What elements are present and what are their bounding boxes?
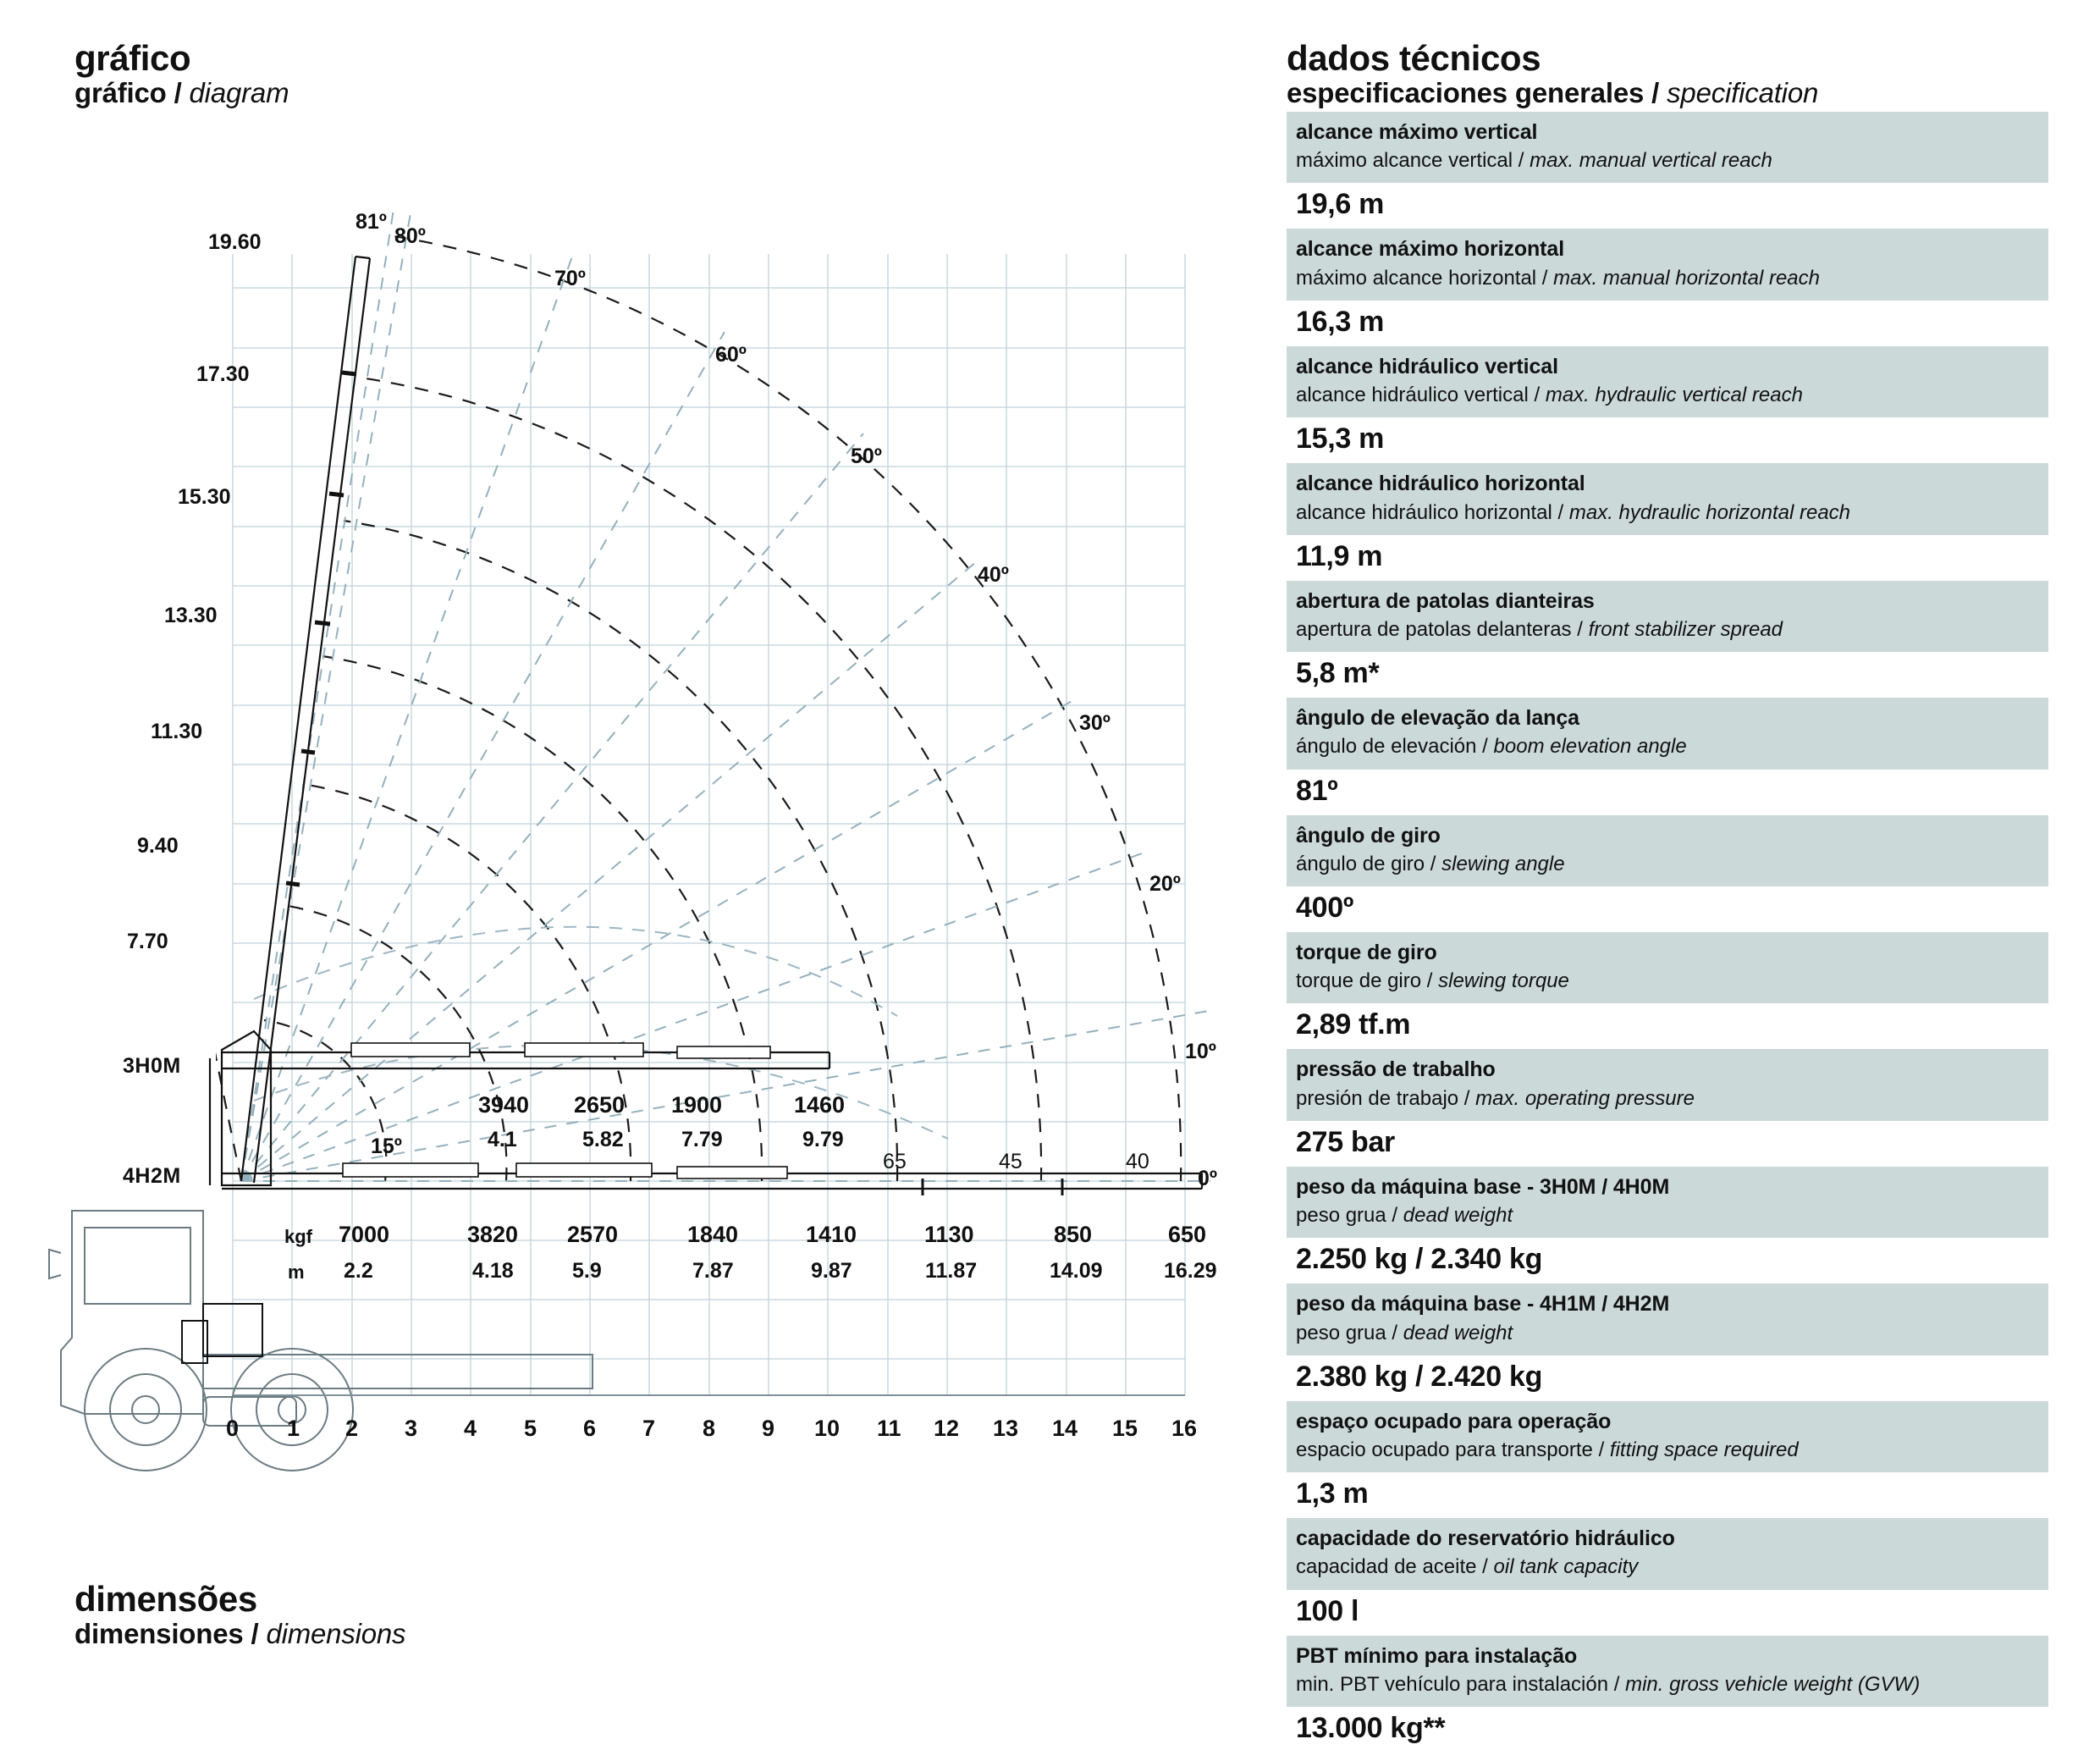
angle-label-50: 50º bbox=[851, 444, 882, 468]
distance-value-4h2m: 4.18 bbox=[472, 1259, 514, 1283]
spec-label-separator: / bbox=[1476, 1555, 1494, 1579]
dimensions-title-sep: / bbox=[243, 1618, 267, 1650]
spec-value: 15,3 m bbox=[1287, 417, 2048, 461]
spec-label-en: min. gross vehicle weight (GVW) bbox=[1625, 1672, 1921, 1696]
load-value-3h0m: 1460 bbox=[794, 1092, 846, 1118]
x-tick: 8 bbox=[703, 1416, 716, 1441]
spec-row-labels bbox=[1287, 229, 2048, 300]
spec-label-en: dead weight bbox=[1403, 1204, 1513, 1228]
spec-label-sub bbox=[1296, 1437, 2039, 1463]
vertical-reach-label: 13.30 bbox=[164, 604, 218, 627]
vertical-reach-label: 11.30 bbox=[151, 720, 203, 743]
spec-row bbox=[1287, 815, 2048, 930]
spec-label-es: alcance hidráulico vertical bbox=[1296, 384, 1529, 407]
spec-label-es: peso grua bbox=[1296, 1321, 1386, 1344]
load-value-3h0m: 3940 bbox=[478, 1092, 530, 1118]
spec-label-separator: / bbox=[1386, 1204, 1403, 1228]
spec-row bbox=[1287, 1167, 2048, 1281]
spec-label-sub bbox=[1296, 1202, 2039, 1228]
spec-label-es: ángulo de elevación bbox=[1296, 735, 1477, 759]
x-tick: 14 bbox=[1052, 1416, 1078, 1441]
spec-label-en: boom elevation angle bbox=[1493, 735, 1687, 759]
config-label-4h2m: 4H2M bbox=[123, 1164, 181, 1188]
specification-heading bbox=[1287, 38, 2048, 109]
x-tick: 3 bbox=[405, 1416, 418, 1441]
unit-label-m: m bbox=[288, 1261, 305, 1283]
distance-value-4h2m: 11.87 bbox=[925, 1259, 978, 1283]
spec-label-es: ángulo de giro bbox=[1296, 852, 1425, 875]
spec-row bbox=[1287, 1284, 2048, 1398]
angle-label-60: 60º bbox=[715, 343, 747, 367]
spec-row bbox=[1287, 1636, 2048, 1750]
x-tick: 12 bbox=[934, 1416, 960, 1441]
angle-label-15: 15º bbox=[371, 1134, 402, 1158]
spec-label-en: max. operating pressure bbox=[1475, 1086, 1695, 1110]
spec-value: 5,8 m* bbox=[1287, 652, 2048, 695]
x-tick: 6 bbox=[583, 1416, 597, 1441]
spec-label-separator: / bbox=[1513, 149, 1530, 173]
dimensions-title-es: dimensiones bbox=[74, 1618, 244, 1650]
spec-label-separator: / bbox=[1476, 735, 1494, 759]
spec-label-pt: espaço ocupado para operação bbox=[1296, 1409, 1612, 1433]
spec-label-separator: / bbox=[1386, 1321, 1403, 1344]
x-tick: 15 bbox=[1112, 1416, 1138, 1441]
x-tick: 2 bbox=[345, 1416, 359, 1441]
spec-label-sub bbox=[1296, 1320, 2039, 1346]
spec-label-es: presión de trabajo bbox=[1296, 1086, 1459, 1110]
spec-label-es: capacidad de aceite bbox=[1296, 1555, 1477, 1579]
spec-label-separator: / bbox=[1552, 500, 1569, 524]
spec-label-en: front stabilizer spread bbox=[1588, 617, 1783, 641]
x-tick: 16 bbox=[1171, 1416, 1198, 1441]
distance-value-3h0m: 7.79 bbox=[681, 1128, 723, 1151]
load-value-4h2m: 3820 bbox=[467, 1222, 519, 1247]
spec-title-pt: dados técnicos bbox=[1287, 38, 1541, 78]
spec-label-pt: peso da máquina base - 4H1M / 4H2M bbox=[1296, 1292, 1670, 1317]
distance-value-3h0m: 5.82 bbox=[582, 1128, 624, 1151]
spec-value: 1,3 m bbox=[1287, 1472, 2048, 1515]
spec-label-en: fitting space required bbox=[1609, 1438, 1799, 1462]
load-value-3h0m: 2650 bbox=[574, 1092, 626, 1118]
x-tick: 5 bbox=[524, 1416, 537, 1441]
angle-label-81: 81º bbox=[356, 210, 387, 234]
vertical-reach-label: 17.30 bbox=[196, 362, 250, 386]
angle-label-40: 40º bbox=[978, 563, 1009, 587]
spec-title-en: specification bbox=[1667, 77, 1819, 109]
spec-row-labels bbox=[1287, 1049, 2048, 1120]
spec-label-en: max. hydraulic horizontal reach bbox=[1568, 500, 1851, 524]
spec-label-pt: pressão de trabalho bbox=[1296, 1057, 1496, 1082]
spec-label-es: máximo alcance horizontal bbox=[1296, 266, 1537, 290]
spec-label-en: slewing torque bbox=[1438, 969, 1569, 993]
spec-row-labels bbox=[1287, 581, 2048, 652]
spec-row-labels bbox=[1287, 815, 2048, 886]
load-value-4h2m: 2570 bbox=[567, 1222, 619, 1247]
spec-label-sub bbox=[1296, 500, 2039, 526]
spec-label-separator: / bbox=[1571, 617, 1589, 641]
spec-value: 2,89 tf.m bbox=[1287, 1003, 2048, 1046]
load-value-4h2m: 1130 bbox=[924, 1222, 974, 1247]
spec-label-en: max. manual vertical reach bbox=[1530, 149, 1772, 173]
angle-label-10: 10º bbox=[1185, 1040, 1216, 1063]
x-tick: 11 bbox=[877, 1416, 901, 1441]
spec-value: 19,6 m bbox=[1287, 183, 2048, 226]
vertical-reach-label: 15.30 bbox=[178, 485, 231, 509]
spec-label-pt: alcance hidráulico horizontal bbox=[1296, 472, 1585, 496]
spec-label-sub bbox=[1296, 851, 2039, 877]
spec-row bbox=[1287, 1049, 2048, 1163]
spec-label-en: oil tank capacity bbox=[1493, 1555, 1639, 1579]
distance-value-4h2m: 16.29 bbox=[1164, 1259, 1217, 1283]
spec-title-sub bbox=[1287, 78, 2048, 109]
dimensions-title-pt: dimensões bbox=[74, 1579, 257, 1619]
dimensions-title-en: dimensions bbox=[266, 1618, 406, 1650]
spec-label-sub bbox=[1296, 1554, 2039, 1580]
distance-value-3h0m: 4.1 bbox=[488, 1128, 517, 1151]
spec-label-en: max. hydraulic vertical reach bbox=[1545, 384, 1803, 407]
spec-title-sep: / bbox=[1644, 77, 1667, 109]
vertical-reach-label: 7.70 bbox=[127, 930, 168, 953]
x-tick: 1 bbox=[287, 1416, 300, 1441]
distance-value-4h2m: 14.09 bbox=[1050, 1259, 1103, 1283]
spec-row bbox=[1287, 112, 2048, 226]
x-tick: 9 bbox=[762, 1416, 775, 1441]
truck-illustration bbox=[49, 1211, 593, 1471]
spec-value: 13.000 kg** bbox=[1287, 1707, 2048, 1750]
manual-extension-value: 45 bbox=[999, 1150, 1022, 1173]
spec-label-pt: ângulo de elevação da lança bbox=[1296, 706, 1579, 731]
load-value-4h2m: 1410 bbox=[806, 1222, 857, 1247]
spec-title-es: especificaciones generales bbox=[1287, 77, 1645, 109]
spec-label-es: máximo alcance vertical bbox=[1296, 149, 1513, 173]
distance-value-4h2m: 9.87 bbox=[811, 1259, 852, 1283]
x-tick: 13 bbox=[993, 1416, 1019, 1441]
spec-label-es: alcance hidráulico horizontal bbox=[1296, 500, 1552, 524]
spec-label-pt: alcance hidráulico vertical bbox=[1296, 354, 1558, 378]
spec-value: 81º bbox=[1287, 770, 2048, 813]
spec-label-pt: capacidade do reservatório hidráulico bbox=[1296, 1526, 1675, 1551]
spec-row bbox=[1287, 698, 2048, 812]
spec-label-es: torque de giro bbox=[1296, 969, 1422, 993]
spec-label-es: apertura de patolas delanteras bbox=[1296, 617, 1572, 641]
vertical-reach-label: 19.60 bbox=[208, 230, 262, 254]
boom-4h2m bbox=[222, 1163, 1202, 1195]
chart-title-es: gráfico bbox=[74, 77, 167, 109]
x-tick: 10 bbox=[814, 1416, 841, 1441]
spec-label-es: min. PBT vehículo para instalación bbox=[1296, 1672, 1609, 1696]
load-value-4h2m: 650 bbox=[1168, 1222, 1207, 1247]
spec-row bbox=[1287, 346, 2048, 461]
x-tick: 4 bbox=[464, 1416, 477, 1441]
x-tick: 7 bbox=[642, 1416, 656, 1441]
spec-row-labels bbox=[1287, 112, 2048, 183]
spec-row bbox=[1287, 1518, 2048, 1632]
spec-label-es: espacio ocupado para transporte bbox=[1296, 1438, 1593, 1462]
spec-value: 2.380 kg / 2.420 kg bbox=[1287, 1355, 2048, 1399]
spec-label-sub bbox=[1296, 382, 2039, 408]
spec-label-pt: abertura de patolas dianteiras bbox=[1296, 588, 1595, 613]
specification-rows bbox=[1287, 112, 2048, 1750]
distance-value-4h2m: 7.87 bbox=[692, 1259, 734, 1283]
spec-label-pt: torque de giro bbox=[1296, 941, 1437, 965]
manual-extension-value: 65 bbox=[883, 1150, 907, 1173]
boom-3h0m bbox=[222, 1043, 830, 1068]
spec-label-pt: ângulo de giro bbox=[1296, 823, 1441, 847]
spec-value: 11,9 m bbox=[1287, 535, 2048, 578]
spec-label-sub bbox=[1296, 1671, 2039, 1698]
spec-label-pt: PBT mínimo para instalação bbox=[1296, 1643, 1578, 1668]
spec-row-labels bbox=[1287, 1284, 2048, 1355]
spec-value: 275 bar bbox=[1287, 1121, 2048, 1164]
distance-value-4h2m: 5.9 bbox=[572, 1259, 602, 1283]
spec-label-separator: / bbox=[1528, 384, 1546, 407]
spec-label-en: slewing angle bbox=[1441, 852, 1565, 875]
unit-label-kgf: kgf bbox=[284, 1226, 312, 1247]
angle-label-20: 20º bbox=[1149, 872, 1181, 896]
angle-label-80: 80º bbox=[394, 224, 426, 248]
spec-label-separator: / bbox=[1608, 1672, 1626, 1696]
spec-label-separator: / bbox=[1536, 266, 1554, 290]
load-value-4h2m: 850 bbox=[1054, 1222, 1093, 1247]
spec-row bbox=[1287, 1401, 2048, 1515]
spec-row-labels bbox=[1287, 1518, 2048, 1589]
crane-base-column bbox=[210, 1031, 271, 1185]
spec-row bbox=[1287, 581, 2048, 695]
spec-row-labels bbox=[1287, 346, 2048, 417]
load-value-3h0m: 1900 bbox=[671, 1092, 723, 1118]
spec-value: 400º bbox=[1287, 886, 2048, 930]
spec-label-separator: / bbox=[1592, 1438, 1610, 1462]
spec-value: 16,3 m bbox=[1287, 301, 2048, 344]
angle-label-0: 0º bbox=[1198, 1167, 1218, 1190]
spec-label-sub bbox=[1296, 265, 2039, 291]
load-value-4h2m: 7000 bbox=[339, 1222, 390, 1247]
vertical-reach-label: 9.40 bbox=[137, 834, 179, 858]
spec-label-sub bbox=[1296, 733, 2039, 759]
spec-label-en: max. manual horizontal reach bbox=[1553, 266, 1820, 290]
spec-value: 2.250 kg / 2.340 kg bbox=[1287, 1238, 2048, 1281]
specification-panel bbox=[1287, 0, 2048, 1750]
spec-value: 100 l bbox=[1287, 1590, 2048, 1633]
chart-title-en: diagram bbox=[189, 77, 289, 109]
spec-label-pt: alcance máximo horizontal bbox=[1296, 237, 1565, 262]
spec-row-labels bbox=[1287, 1167, 2048, 1238]
spec-row bbox=[1287, 463, 2048, 577]
manual-extension-value: 40 bbox=[1126, 1150, 1149, 1173]
spec-row-labels bbox=[1287, 932, 2048, 1003]
spec-row bbox=[1287, 932, 2048, 1046]
spec-row bbox=[1287, 229, 2048, 343]
spec-row-labels bbox=[1287, 698, 2048, 769]
spec-label-sub bbox=[1296, 1085, 2039, 1112]
spec-label-separator: / bbox=[1458, 1086, 1476, 1110]
distance-value-4h2m: 2.2 bbox=[344, 1259, 373, 1283]
spec-row-labels bbox=[1287, 1401, 2048, 1472]
x-tick: 0 bbox=[226, 1416, 240, 1441]
distance-value-3h0m: 9.79 bbox=[802, 1128, 844, 1151]
spec-label-sub bbox=[1296, 147, 2039, 174]
chart-title-pt: gráfico bbox=[74, 38, 191, 78]
spec-label-sub bbox=[1296, 968, 2039, 994]
load-value-4h2m: 1840 bbox=[687, 1222, 739, 1247]
angle-label-70: 70º bbox=[554, 267, 586, 290]
chart-title-sep: / bbox=[166, 77, 190, 109]
spec-label-sub bbox=[1296, 616, 2039, 643]
spec-label-pt: alcance máximo vertical bbox=[1296, 119, 1538, 144]
angle-label-30: 30º bbox=[1079, 711, 1111, 735]
spec-label-pt: peso da máquina base - 3H0M / 4H0M bbox=[1296, 1174, 1670, 1199]
spec-label-separator: / bbox=[1421, 969, 1439, 993]
spec-label-en: dead weight bbox=[1403, 1321, 1513, 1344]
config-label-3h0m: 3H0M bbox=[123, 1054, 181, 1078]
spec-label-separator: / bbox=[1425, 852, 1442, 875]
spec-row-labels bbox=[1287, 1636, 2048, 1707]
spec-row-labels bbox=[1287, 463, 2048, 534]
spec-label-es: peso grua bbox=[1296, 1204, 1386, 1228]
